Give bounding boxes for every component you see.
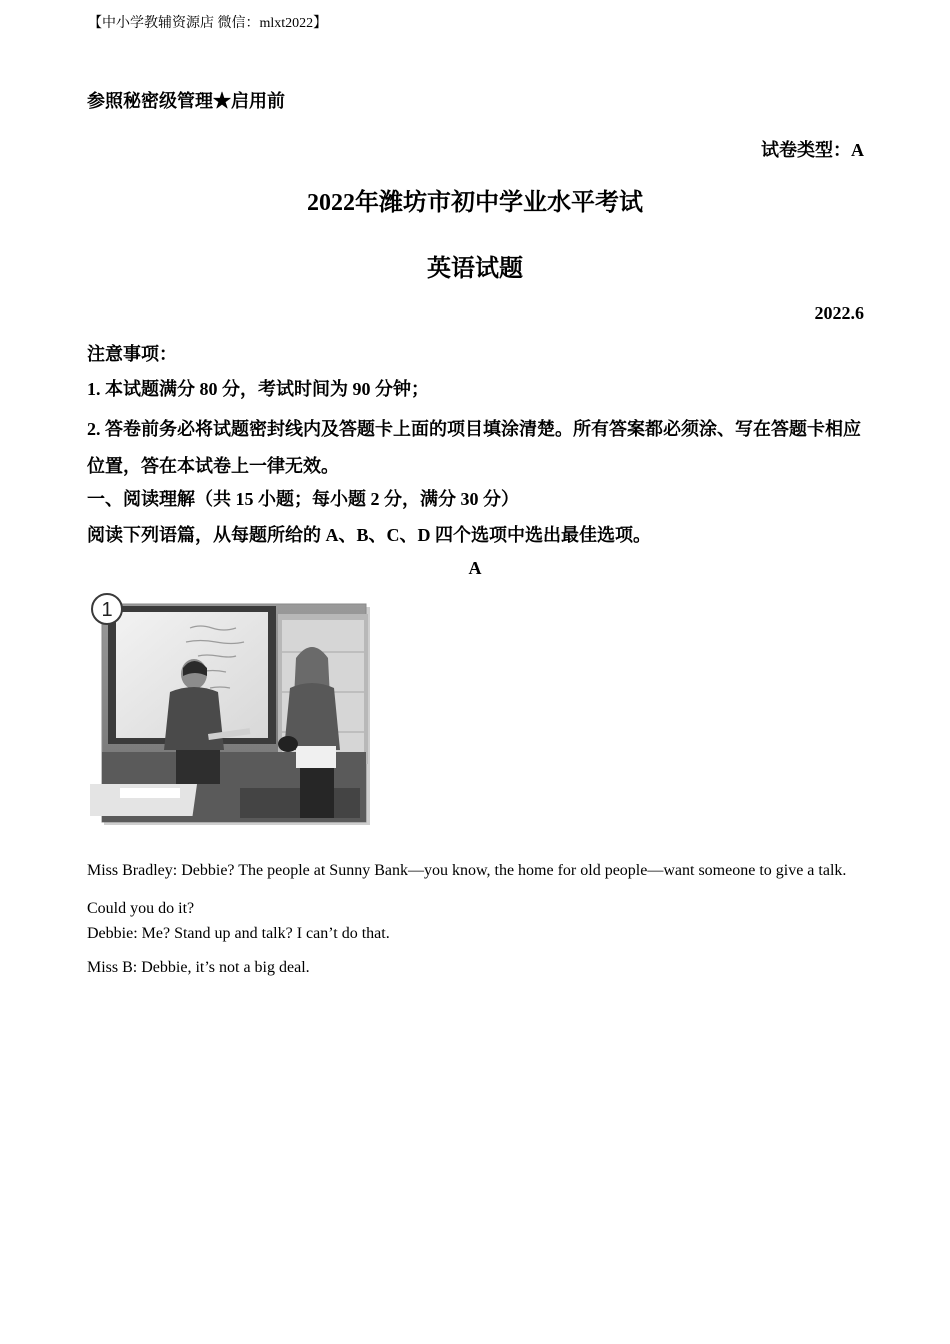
- notice-item-1: 1. 本试题满分 80 分，考试时间为 90 分钟；: [87, 379, 429, 399]
- confidential-label: 参照秘密级管理★启用前: [87, 91, 285, 111]
- subject-title: 英语试题: [427, 256, 523, 282]
- dialogue-line: Debbie: Me? Stand up and talk? I can’t do that.: [87, 925, 390, 942]
- exam-date: 2022.6: [814, 303, 864, 323]
- section-instruction: 阅读下列语篇，从每题所给的 A、B、C、D 四个选项中选出最佳选项。: [87, 525, 651, 545]
- photo-number: 1: [101, 599, 113, 621]
- section-heading: 一、阅读理解（共 15 小题；每小题 2 分，满分 30 分）: [87, 489, 519, 509]
- paper-type: 试卷类型：A: [761, 140, 864, 160]
- dialogue-line: Miss Bradley: Debbie? The people at Sunny Bank—you know, the home for old people—want someone to give a talk. Could you do it?: [87, 862, 847, 917]
- passage-label: A: [468, 558, 482, 578]
- notice-item-2: 2. 答卷前务必将试题密封线内及答题卡上面的项目填涂清楚。所有答案都必须涂、写在答题卡相应位置，答在本试卷上一律无效。: [87, 419, 861, 476]
- header-watermark: 【中小学教辅资源店 微信：mlxt2022】: [88, 16, 328, 31]
- exam-title: 2022年潍坊市初中学业水平考试: [307, 190, 643, 216]
- classroom-photo: [90, 592, 372, 826]
- dialogue-line: Miss B: Debbie, it’s not a big deal.: [87, 959, 310, 976]
- notice-heading: 注意事项：: [87, 344, 177, 364]
